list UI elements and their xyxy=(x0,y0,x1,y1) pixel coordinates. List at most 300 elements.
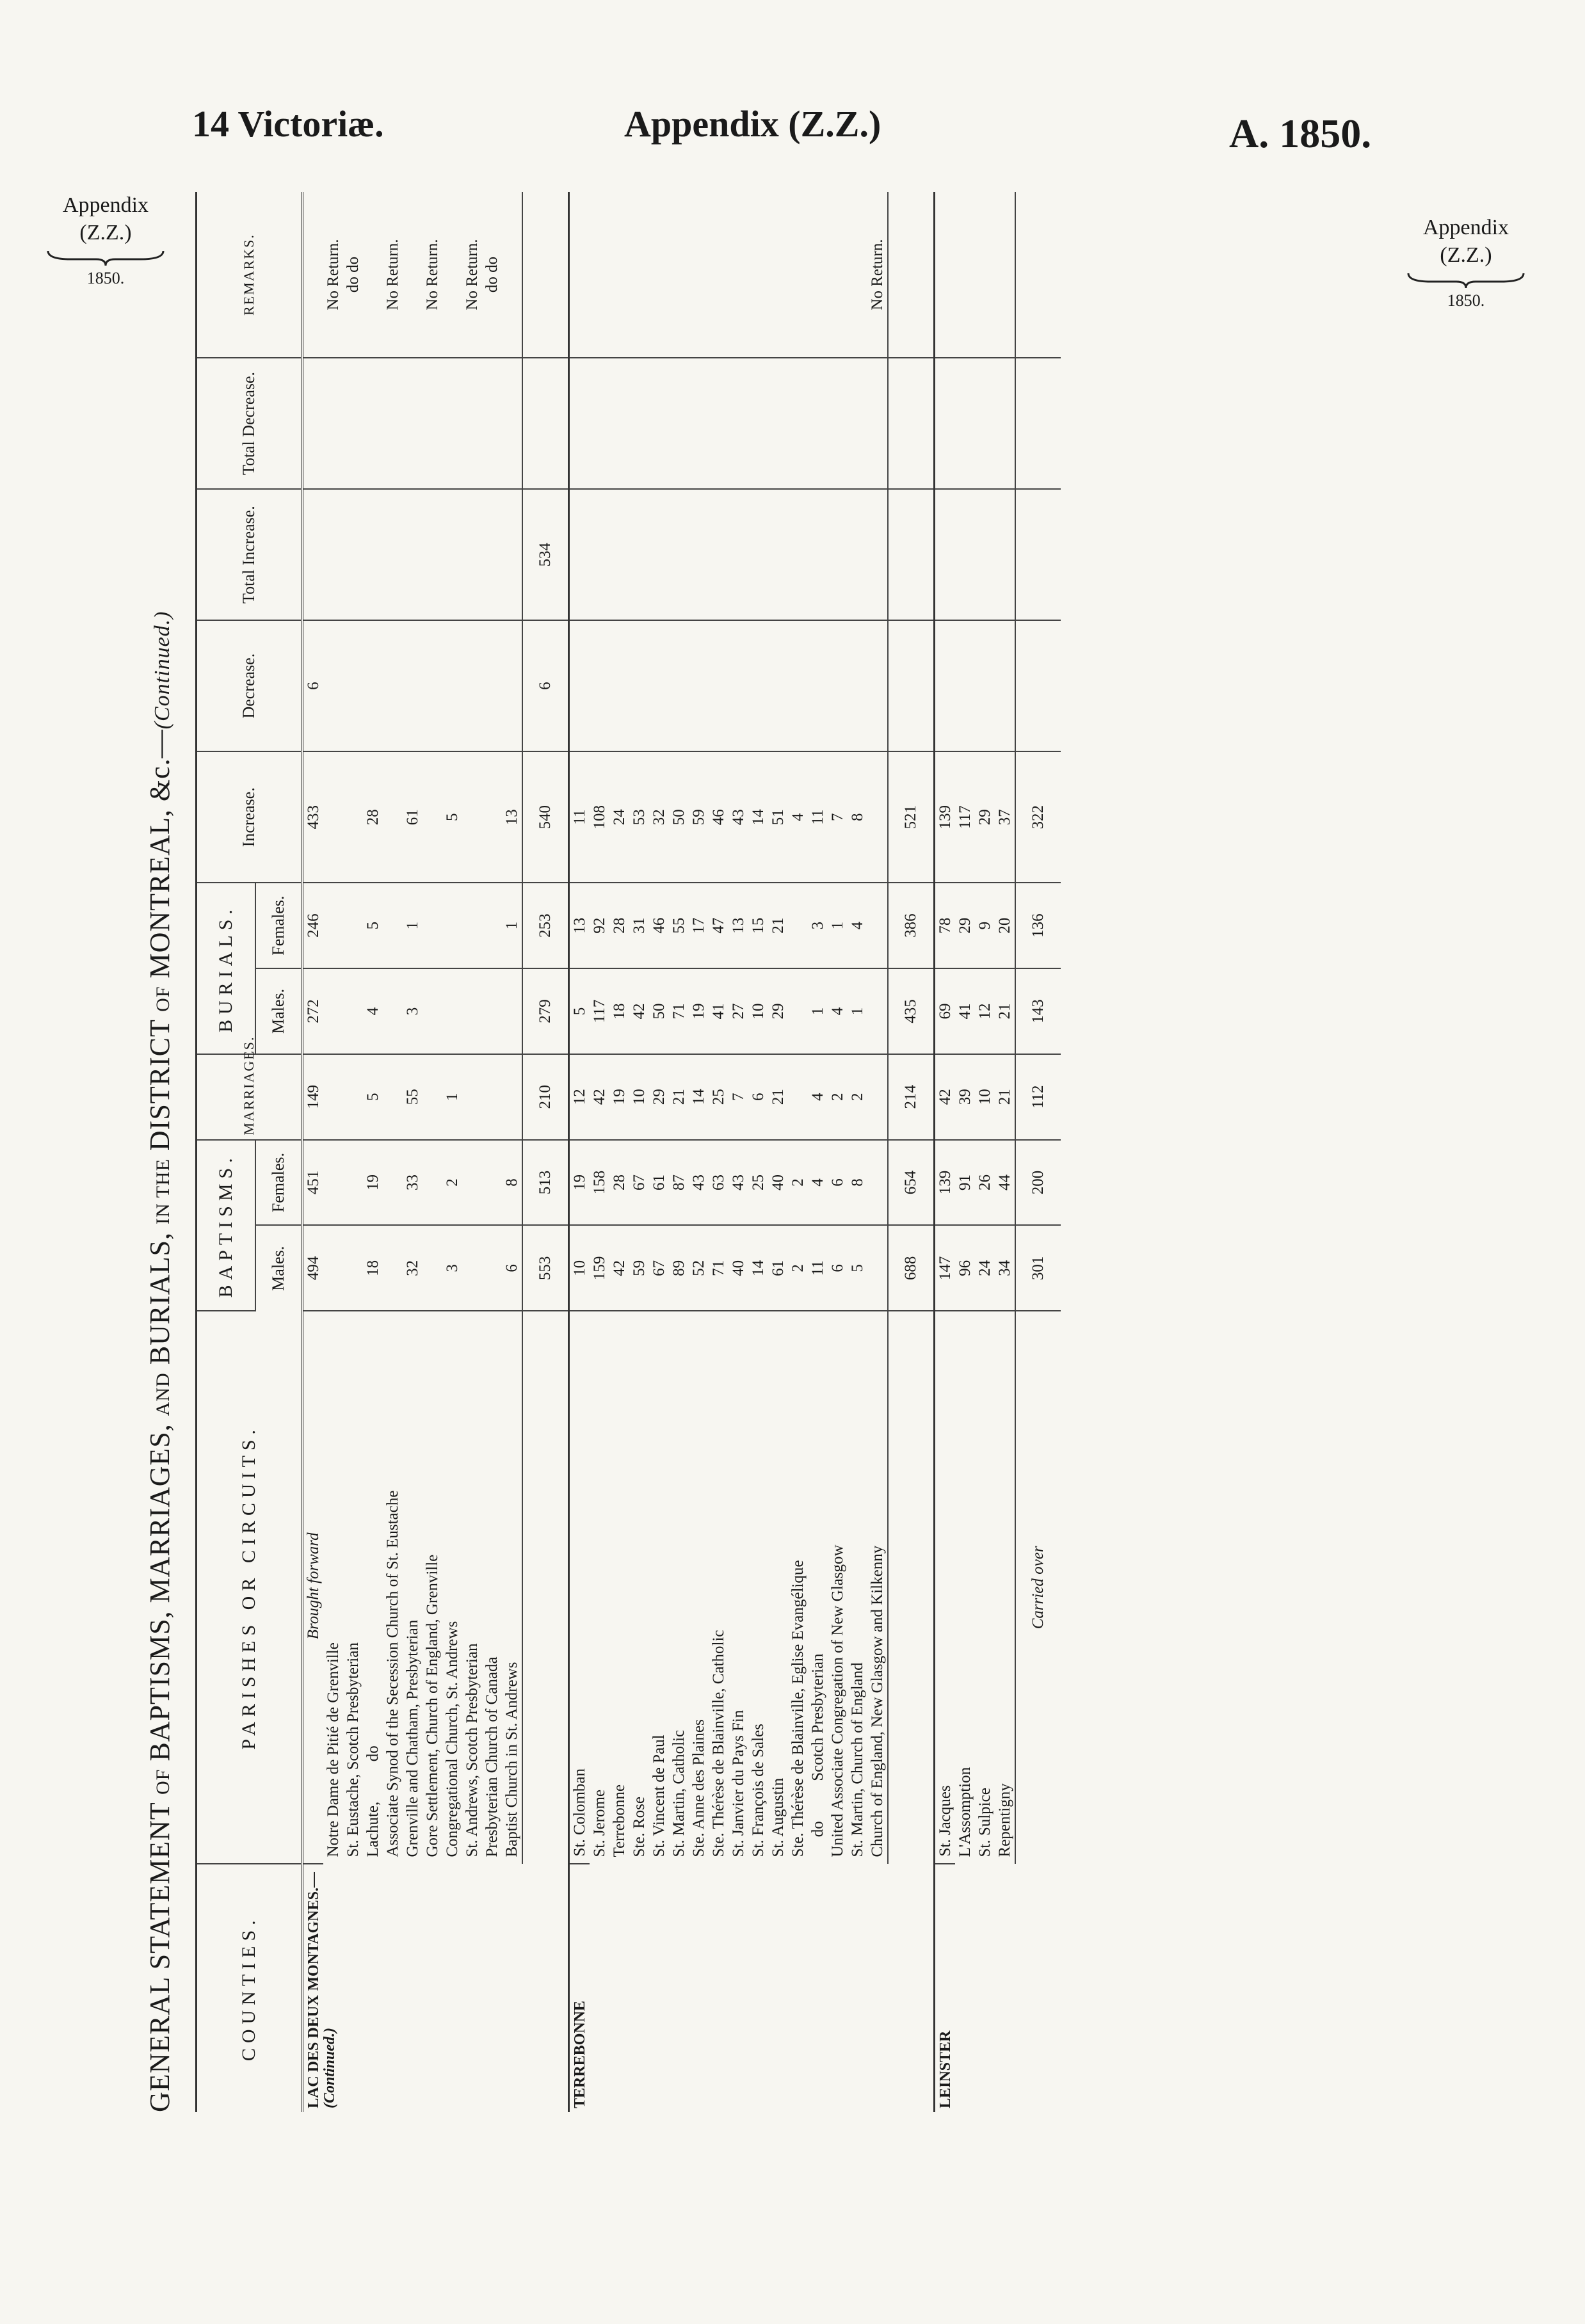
parish-name: St. Janvier du Pays Fin xyxy=(729,1710,747,1857)
cell-rem xyxy=(828,192,848,358)
parish-name: Brought forward xyxy=(302,1311,323,1863)
total-mar: 210 xyxy=(522,1054,569,1140)
cell-tdec xyxy=(590,358,609,489)
cell-um xyxy=(422,968,442,1054)
cell-tdec xyxy=(442,358,462,489)
col-baptisms-females: Females. xyxy=(255,1140,302,1226)
cell-tdec xyxy=(955,358,975,489)
cell-tdec xyxy=(343,358,363,489)
col-increase: Increase. xyxy=(197,751,303,883)
table-row xyxy=(629,192,649,2112)
cell-mar: 39 xyxy=(955,1054,975,1140)
cell-bf: 6 xyxy=(828,1140,848,1226)
cell-uf: 246 xyxy=(302,883,323,968)
cell-rem xyxy=(590,192,609,358)
cell-bm: 14 xyxy=(748,1225,768,1311)
cell-bm: 42 xyxy=(609,1225,629,1311)
cell-rem: No Return. xyxy=(323,192,343,358)
cell-bf: 43 xyxy=(728,1140,748,1226)
cell-tdec xyxy=(629,358,649,489)
parish-name: Notre Dame de Pitié de Grenville xyxy=(324,1642,342,1857)
col-remarks: REMARKS. xyxy=(197,192,303,358)
cell-rem xyxy=(808,192,828,358)
total-inc: 322 xyxy=(1015,751,1061,883)
cell-tdec xyxy=(383,358,403,489)
cell-bm: 96 xyxy=(955,1225,975,1311)
col-total-increase: Total Increase. xyxy=(197,489,303,620)
cell-um xyxy=(442,968,462,1054)
col-total-decrease: Total Decrease. xyxy=(197,358,303,489)
county-label: LEINSTER xyxy=(937,2030,954,2108)
cell-bm: 34 xyxy=(995,1225,1015,1311)
table-row xyxy=(609,192,629,2112)
cell-tdec xyxy=(482,358,502,489)
cell-dec xyxy=(867,620,888,751)
cell-tinc xyxy=(502,489,522,620)
cell-dec xyxy=(649,620,669,751)
cell-mar: 5 xyxy=(363,1054,383,1140)
cell-um xyxy=(383,968,403,1054)
total-dec xyxy=(1015,620,1061,751)
cell-rem xyxy=(502,192,522,358)
cell-bf: 139 xyxy=(935,1140,956,1226)
cell-dec xyxy=(442,620,462,751)
cell-inc: 11 xyxy=(808,751,828,883)
cell-rem: do do xyxy=(482,192,502,358)
cell-tdec xyxy=(422,358,442,489)
table-row xyxy=(955,192,975,2112)
cell-inc xyxy=(323,751,343,883)
cell-tinc xyxy=(848,489,867,620)
cell-um: 18 xyxy=(609,968,629,1054)
cell-mar: 4 xyxy=(808,1054,828,1140)
cell-um xyxy=(343,968,363,1054)
table-row xyxy=(462,192,482,2112)
cell-bm: 159 xyxy=(590,1225,609,1311)
cell-mar: 21 xyxy=(768,1054,788,1140)
cell-tdec xyxy=(649,358,669,489)
cell-um: 117 xyxy=(590,968,609,1054)
cell-rem xyxy=(788,192,808,358)
cell-uf xyxy=(323,883,343,968)
cell-mar: 10 xyxy=(629,1054,649,1140)
cell-inc: 51 xyxy=(768,751,788,883)
cell-mar: 14 xyxy=(689,1054,709,1140)
cell-inc: 53 xyxy=(629,751,649,883)
county-note: (Continued.) xyxy=(321,2027,339,2108)
total-tdec xyxy=(522,358,569,489)
cell-um xyxy=(462,968,482,1054)
cell-dec xyxy=(748,620,768,751)
cell-dec xyxy=(323,620,343,751)
cell-mar: 21 xyxy=(995,1054,1015,1140)
cell-dec: 6 xyxy=(302,620,323,751)
cell-bf: 158 xyxy=(590,1140,609,1226)
cell-rem: do do xyxy=(343,192,363,358)
col-burials: BURIALS. xyxy=(197,883,256,1054)
cell-um: 1 xyxy=(808,968,828,1054)
table-row xyxy=(995,192,1015,2112)
cell-uf xyxy=(442,883,462,968)
cell-bm xyxy=(462,1225,482,1311)
cell-bf: 8 xyxy=(502,1140,522,1226)
table-body xyxy=(302,192,1061,2112)
table-row xyxy=(422,192,442,2112)
total-bm: 301 xyxy=(1015,1225,1061,1311)
margin-note-right-year: 1850. xyxy=(1447,291,1485,310)
cell-bm: 18 xyxy=(363,1225,383,1311)
table-row xyxy=(975,192,995,2112)
cell-tdec xyxy=(728,358,748,489)
cell-um: 41 xyxy=(955,968,975,1054)
cell-rem xyxy=(728,192,748,358)
cell-inc: 28 xyxy=(363,751,383,883)
cell-bf: 25 xyxy=(748,1140,768,1226)
parish-name: St. Eustache, Scotch Presbyterian xyxy=(344,1642,362,1857)
total-row xyxy=(1015,192,1061,2112)
cell-inc: 433 xyxy=(302,751,323,883)
cell-um: 27 xyxy=(728,968,748,1054)
cell-inc: 43 xyxy=(728,751,748,883)
cell-tdec xyxy=(569,358,590,489)
table-row xyxy=(935,192,956,2112)
total-tinc xyxy=(888,489,935,620)
cell-bm: 494 xyxy=(302,1225,323,1311)
parish-name: Associate Synod of the Secession Church of St. Eustache xyxy=(383,1490,401,1857)
cell-bf: 8 xyxy=(848,1140,867,1226)
cell-bm: 89 xyxy=(669,1225,689,1311)
cell-tdec xyxy=(669,358,689,489)
cell-inc: 108 xyxy=(590,751,609,883)
cell-uf xyxy=(383,883,403,968)
cell-rem xyxy=(629,192,649,358)
cell-mar xyxy=(462,1054,482,1140)
total-bm: 553 xyxy=(522,1225,569,1311)
cell-inc xyxy=(462,751,482,883)
cell-rem xyxy=(848,192,867,358)
cell-bf: 63 xyxy=(709,1140,728,1226)
cell-bm: 6 xyxy=(502,1225,522,1311)
parish-name: Presbyterian Church of Canada xyxy=(483,1656,501,1857)
cell-uf xyxy=(788,883,808,968)
cell-bm xyxy=(867,1225,888,1311)
cell-dec xyxy=(995,620,1015,751)
cell-tinc xyxy=(728,489,748,620)
cell-uf: 1 xyxy=(828,883,848,968)
cell-um xyxy=(867,968,888,1054)
cell-mar xyxy=(343,1054,363,1140)
cell-um: 29 xyxy=(768,968,788,1054)
cell-uf: 1 xyxy=(403,883,422,968)
cell-uf: 46 xyxy=(649,883,669,968)
cell-um: 4 xyxy=(828,968,848,1054)
cell-tdec xyxy=(689,358,709,489)
cell-tinc xyxy=(975,489,995,620)
cell-tdec xyxy=(788,358,808,489)
cell-bm: 67 xyxy=(649,1225,669,1311)
cell-tinc xyxy=(955,489,975,620)
cell-tdec xyxy=(995,358,1015,489)
cell-rem: No Return. xyxy=(422,192,442,358)
cell-bm: 2 xyxy=(788,1225,808,1311)
total-tinc: 534 xyxy=(522,489,569,620)
parish-name: United Associate Congregation of New Glasgow xyxy=(828,1544,846,1857)
cell-uf: 3 xyxy=(808,883,828,968)
total-tdec xyxy=(1015,358,1061,489)
cell-bf xyxy=(867,1140,888,1226)
table-row xyxy=(442,192,462,2112)
table-row xyxy=(649,192,669,2112)
cell-uf: 29 xyxy=(955,883,975,968)
parish-name: St. Andrews, Scotch Presbyterian xyxy=(463,1643,481,1857)
parish-name: Terrebonne xyxy=(610,1784,628,1857)
cell-dec xyxy=(808,620,828,751)
cell-tinc xyxy=(935,489,956,620)
cell-dec xyxy=(709,620,728,751)
cell-dec xyxy=(482,620,502,751)
total-um: 143 xyxy=(1015,968,1061,1054)
cell-tdec xyxy=(867,358,888,489)
table-row xyxy=(323,192,343,2112)
cell-inc: 29 xyxy=(975,751,995,883)
cell-tinc xyxy=(422,489,442,620)
cell-mar: 6 xyxy=(748,1054,768,1140)
cell-um xyxy=(502,968,522,1054)
cell-bm: 71 xyxy=(709,1225,728,1311)
table-row xyxy=(808,192,828,2112)
col-decrease: Decrease. xyxy=(197,620,303,751)
cell-tinc xyxy=(482,489,502,620)
margin-note-right-line1: Appendix xyxy=(1422,216,1509,239)
cell-bf xyxy=(482,1140,502,1226)
cell-uf: 5 xyxy=(363,883,383,968)
parish-name: St. Jerome xyxy=(590,1789,608,1857)
cell-inc: 117 xyxy=(955,751,975,883)
cell-bm: 24 xyxy=(975,1225,995,1311)
cell-um: 10 xyxy=(748,968,768,1054)
cell-dec xyxy=(363,620,383,751)
rotated-table-block xyxy=(138,192,1392,2112)
total-mar: 112 xyxy=(1015,1054,1061,1140)
cell-inc: 8 xyxy=(848,751,867,883)
parish-name: Baptist Church in St. Andrews xyxy=(503,1662,520,1857)
statement-table xyxy=(195,192,1061,2112)
margin-note-left-line1: Appendix xyxy=(62,193,149,217)
cell-uf: 55 xyxy=(669,883,689,968)
total-inc: 540 xyxy=(522,751,569,883)
cell-tinc xyxy=(828,489,848,620)
cell-mar xyxy=(422,1054,442,1140)
county-name xyxy=(935,1864,1061,2112)
cell-bm: 3 xyxy=(442,1225,462,1311)
cell-rem xyxy=(403,192,422,358)
cell-dec xyxy=(728,620,748,751)
cell-uf: 4 xyxy=(848,883,867,968)
total-rem xyxy=(1015,192,1061,358)
parish-name: St. Martin, Catholic xyxy=(670,1729,688,1857)
cell-tdec xyxy=(768,358,788,489)
cell-rem xyxy=(442,192,462,358)
cell-bf: 67 xyxy=(629,1140,649,1226)
parish-name: Lachute, do xyxy=(364,1745,382,1857)
cell-bf: 87 xyxy=(669,1140,689,1226)
cell-inc: 46 xyxy=(709,751,728,883)
cell-tinc xyxy=(403,489,422,620)
cell-tdec xyxy=(403,358,422,489)
cell-um: 42 xyxy=(629,968,649,1054)
cell-uf xyxy=(867,883,888,968)
cell-uf: 92 xyxy=(590,883,609,968)
table-row xyxy=(828,192,848,2112)
cell-bf: 91 xyxy=(955,1140,975,1226)
cell-rem xyxy=(302,192,323,358)
cell-bf: 40 xyxy=(768,1140,788,1226)
cell-tdec xyxy=(462,358,482,489)
cell-mar: 42 xyxy=(590,1054,609,1140)
cell-dec xyxy=(828,620,848,751)
total-row xyxy=(522,192,569,2112)
table-row xyxy=(569,192,590,2112)
cell-dec xyxy=(975,620,995,751)
parish-name: Congregational Church, St. Andrews xyxy=(443,1621,461,1857)
cell-mar: 149 xyxy=(302,1054,323,1140)
total-label xyxy=(522,1311,569,1863)
cell-mar: 25 xyxy=(709,1054,728,1140)
cell-mar xyxy=(383,1054,403,1140)
table-row xyxy=(482,192,502,2112)
cell-dec xyxy=(955,620,975,751)
total-label xyxy=(888,1311,935,1863)
cell-inc: 37 xyxy=(995,751,1015,883)
total-um: 279 xyxy=(522,968,569,1054)
cell-bm xyxy=(383,1225,403,1311)
cell-bf: 61 xyxy=(649,1140,669,1226)
cell-rem xyxy=(955,192,975,358)
cell-inc xyxy=(383,751,403,883)
county-label: TERREBONNE xyxy=(572,2000,588,2108)
table-row xyxy=(363,192,383,2112)
cell-tdec xyxy=(502,358,522,489)
table-row xyxy=(689,192,709,2112)
table-row xyxy=(768,192,788,2112)
table-row xyxy=(788,192,808,2112)
cell-uf xyxy=(422,883,442,968)
cell-dec xyxy=(343,620,363,751)
cell-dec xyxy=(462,620,482,751)
cell-uf: 31 xyxy=(629,883,649,968)
cell-inc: 11 xyxy=(569,751,590,883)
cell-bm: 147 xyxy=(935,1225,956,1311)
cell-inc: 24 xyxy=(609,751,629,883)
cell-tdec xyxy=(808,358,828,489)
cell-inc: 5 xyxy=(442,751,462,883)
cell-uf: 28 xyxy=(609,883,629,968)
cell-tinc xyxy=(462,489,482,620)
cell-uf: 78 xyxy=(935,883,956,968)
cell-mar: 55 xyxy=(403,1054,422,1140)
cell-inc xyxy=(343,751,363,883)
cell-uf: 1 xyxy=(502,883,522,968)
cell-um: 19 xyxy=(689,968,709,1054)
parish-name: St. Sulpice xyxy=(976,1788,994,1857)
total-inc: 521 xyxy=(888,751,935,883)
cell-tinc xyxy=(323,489,343,620)
cell-bm: 11 xyxy=(808,1225,828,1311)
col-baptisms: BAPTISMS. xyxy=(197,1140,256,1311)
col-burials-males: Males. xyxy=(255,968,302,1054)
cell-tinc xyxy=(569,489,590,620)
table-title: GENERAL STATEMENT OF BAPTISMS, MARRIAGES, AND BURIALS, IN THE DISTRICT OF MONTREAL, &c.—(Continued.) xyxy=(144,611,175,2112)
margin-note-left-year: 1850. xyxy=(86,269,125,287)
cell-mar: 21 xyxy=(669,1054,689,1140)
cell-dec xyxy=(629,620,649,751)
cell-dec xyxy=(569,620,590,751)
cell-bm: 61 xyxy=(768,1225,788,1311)
cell-tdec xyxy=(363,358,383,489)
parish-name: Repentigny xyxy=(995,1783,1013,1857)
cell-tinc xyxy=(649,489,669,620)
cell-mar: 10 xyxy=(975,1054,995,1140)
cell-tinc xyxy=(867,489,888,620)
cell-bf xyxy=(462,1140,482,1226)
cell-bf: 4 xyxy=(808,1140,828,1226)
cell-um: 21 xyxy=(995,968,1015,1054)
cell-bf: 451 xyxy=(302,1140,323,1226)
cell-dec xyxy=(669,620,689,751)
cell-bm: 10 xyxy=(569,1225,590,1311)
cell-uf: 21 xyxy=(768,883,788,968)
cell-rem xyxy=(669,192,689,358)
cell-bf: 44 xyxy=(995,1140,1015,1226)
cell-tinc xyxy=(609,489,629,620)
cell-tinc xyxy=(748,489,768,620)
cell-mar xyxy=(502,1054,522,1140)
cell-uf: 9 xyxy=(975,883,995,968)
parish-name: Ste. Thérèse de Blainville, Eglise Evangélique xyxy=(789,1560,807,1857)
cell-bm: 5 xyxy=(848,1225,867,1311)
cell-tinc xyxy=(669,489,689,620)
cell-um: 50 xyxy=(649,968,669,1054)
cell-um: 4 xyxy=(363,968,383,1054)
cell-rem xyxy=(768,192,788,358)
cell-dec xyxy=(935,620,956,751)
cell-bm: 6 xyxy=(828,1225,848,1311)
parish-name: L'Assomption xyxy=(956,1767,974,1857)
parish-name: Grenville and Chatham, Presbyterian xyxy=(403,1619,421,1857)
total-bf: 513 xyxy=(522,1140,569,1226)
cell-mar: 12 xyxy=(569,1054,590,1140)
cell-mar xyxy=(867,1054,888,1140)
cell-rem xyxy=(748,192,768,358)
cell-rem xyxy=(609,192,629,358)
cell-rem: No Return. xyxy=(383,192,403,358)
cell-tdec xyxy=(302,358,323,489)
cell-inc: 7 xyxy=(828,751,848,883)
cell-tdec xyxy=(975,358,995,489)
table-row xyxy=(302,192,323,2112)
cell-uf: 13 xyxy=(569,883,590,968)
cell-dec xyxy=(590,620,609,751)
county-name xyxy=(302,1864,569,2112)
cell-tinc xyxy=(590,489,609,620)
cell-dec xyxy=(689,620,709,751)
cell-uf: 13 xyxy=(728,883,748,968)
cell-tdec xyxy=(848,358,867,489)
total-bf: 654 xyxy=(888,1140,935,1226)
cell-dec xyxy=(609,620,629,751)
cell-bf xyxy=(383,1140,403,1226)
cell-tinc xyxy=(383,489,403,620)
